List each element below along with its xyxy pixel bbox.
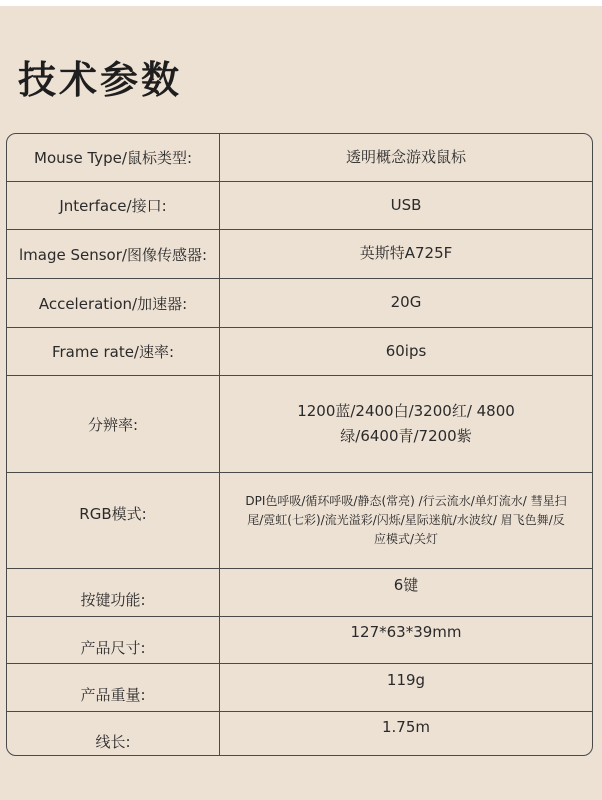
spec-value: DPI色呼吸/循环呼吸/静态(常亮) /行云流水/单灯流水/ 彗星扫尾/霓虹(七彩)/流光溢彩/闪烁/星际迷航/水波纹/ 眉飞色舞/反应模式/关灯 [245, 493, 567, 547]
spec-label: 按键功能: [7, 569, 220, 616]
spec-label: Mouse Type/鼠标类型: [7, 134, 220, 181]
spec-row-mouse-type [7, 134, 592, 182]
spec-label: 分辨率: [7, 376, 220, 472]
spec-row-acceleration [7, 279, 592, 328]
spec-row-interface [7, 182, 592, 230]
spec-row-rgb-mode [7, 473, 592, 569]
spec-label: 产品重量: [7, 664, 220, 711]
spec-value: 127*63*39mm [350, 623, 462, 642]
spec-row-resolution [7, 376, 592, 473]
spec-value: USB [390, 195, 422, 214]
spec-label: 线长: [7, 712, 220, 756]
spec-label: RGB模式: [7, 473, 220, 568]
spec-label: lmage Sensor/图像传感器: [7, 230, 220, 278]
spec-value: 20G [390, 293, 422, 312]
spec-row-image-sensor [7, 230, 592, 279]
spec-label: 产品尺寸: [7, 617, 220, 663]
spec-value: 60ips [385, 341, 427, 360]
spec-label: Frame rate/速率: [7, 328, 220, 375]
spec-row-frame-rate [7, 328, 592, 376]
spec-value: 6键 [393, 575, 419, 594]
spec-row-cable-length [7, 712, 592, 756]
spec-panel [0, 6, 602, 800]
spec-value: 英斯特A725F [359, 244, 453, 263]
spec-row-buttons [7, 569, 592, 617]
spec-value: 1200蓝/2400白/3200红/ 4800绿/6400青/7200紫 [297, 402, 515, 445]
spec-value: 透明概念游戏鼠标 [345, 147, 466, 166]
spec-label: Acceleration/加速器: [7, 279, 220, 327]
spec-table [6, 133, 593, 756]
spec-row-size [7, 617, 592, 664]
page-title: 技术参数 [18, 58, 183, 102]
spec-row-weight [7, 664, 592, 712]
spec-value: 1.75m [381, 717, 430, 736]
spec-label: Jnterface/接口: [7, 182, 220, 229]
spec-value: 119g [386, 670, 426, 689]
